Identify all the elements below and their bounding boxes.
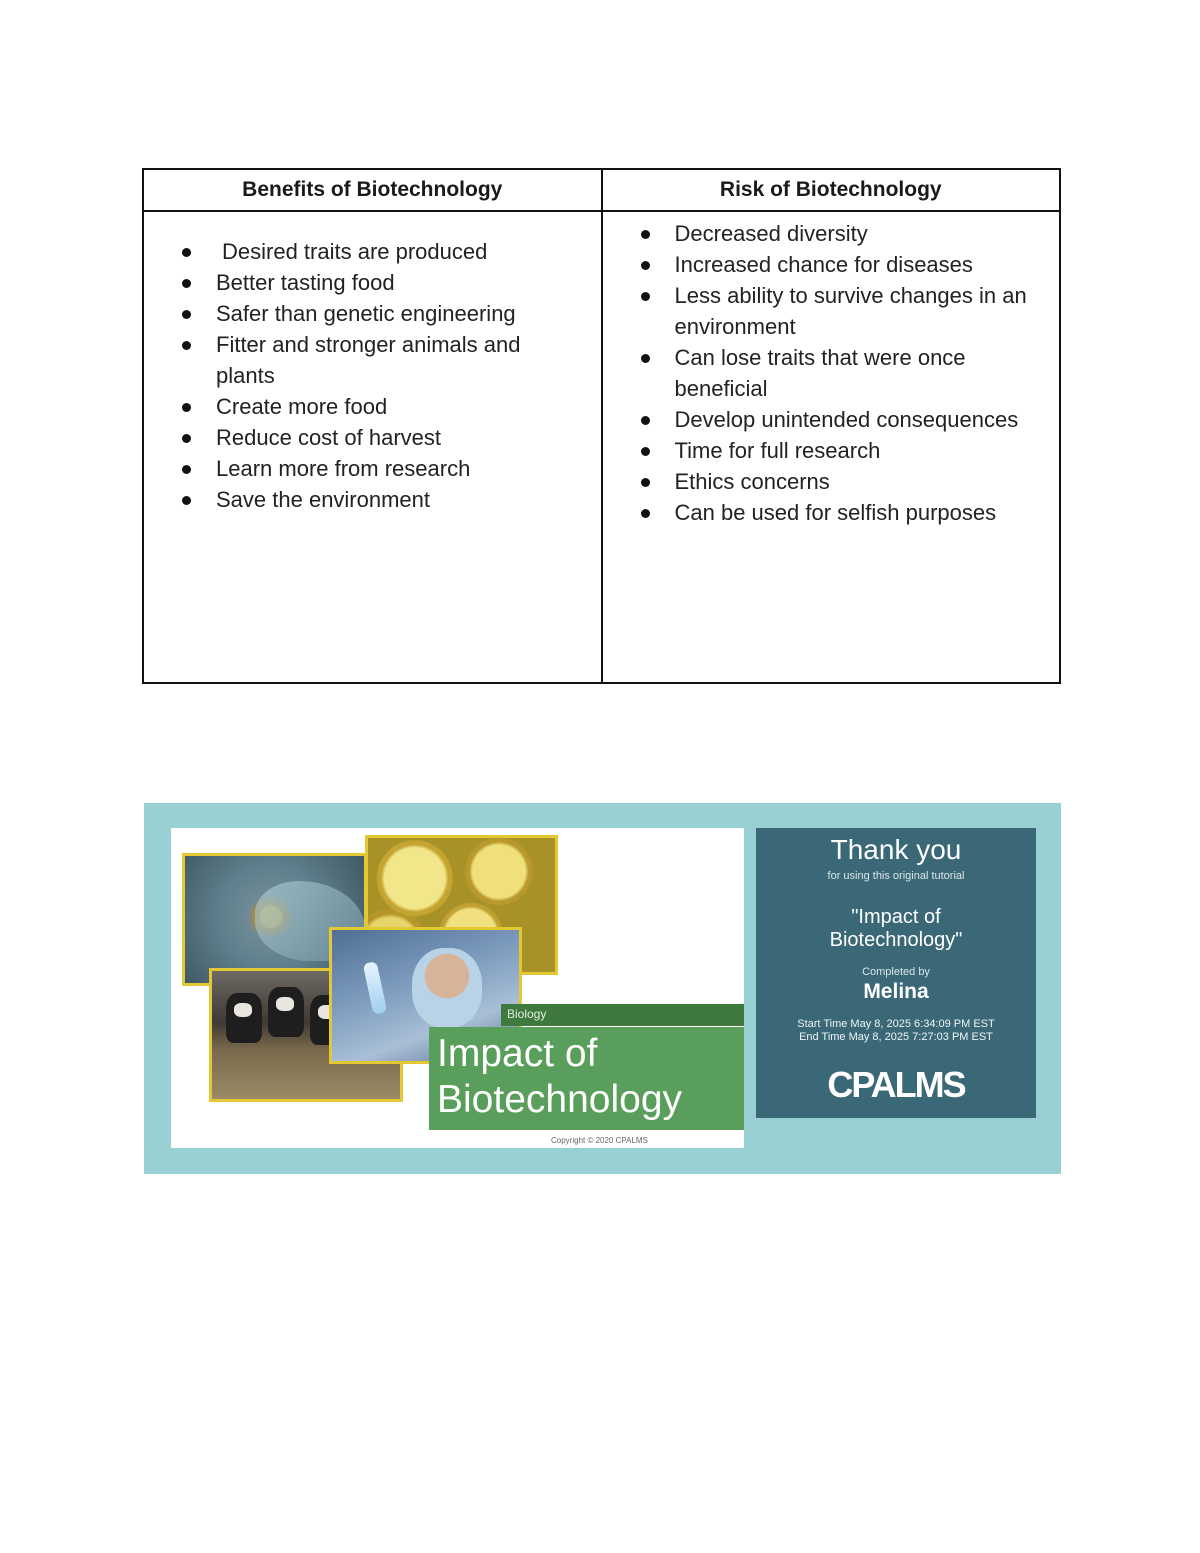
bullet-icon	[182, 434, 191, 443]
list-item: Less ability to survive changes in an environment	[675, 280, 1060, 342]
list-item: Decreased diversity	[675, 218, 1060, 249]
list-item: Better tasting food	[216, 267, 601, 298]
bullet-icon	[182, 403, 191, 412]
bullet-icon	[182, 279, 191, 288]
list-item: Increased chance for diseases	[675, 249, 1060, 280]
list-item: Desired traits are produced	[216, 236, 601, 267]
list-item: Can lose traits that were once beneficial	[675, 342, 1060, 404]
bullet-icon	[182, 310, 191, 319]
list-item: Ethics concerns	[675, 466, 1060, 497]
subject-bar	[501, 1004, 744, 1026]
bullet-icon	[182, 465, 191, 474]
list-item: Time for full research	[675, 435, 1060, 466]
bullet-icon	[182, 248, 191, 257]
list-item: Develop unintended consequences	[675, 404, 1060, 435]
risks-cell	[602, 211, 1061, 683]
student-name: Melina	[863, 980, 929, 1003]
bullet-icon	[182, 496, 191, 505]
tutorial-title: Impact of Biotechnology	[429, 1027, 744, 1130]
list-item: Learn more from research	[216, 453, 601, 484]
thank-you-panel	[756, 828, 1036, 1118]
bullet-icon	[641, 509, 650, 518]
list-item: Can be used for selfish purposes	[675, 497, 1060, 528]
benefits-header: Benefits of Biotechnology	[143, 169, 602, 211]
copyright-text: Copyright © 2020 CPALMS	[551, 1136, 648, 1145]
bullet-icon	[641, 354, 650, 363]
bullet-icon	[641, 292, 650, 301]
thank-you-subtitle: for using this original tutorial	[827, 870, 965, 882]
bullet-icon	[641, 416, 650, 425]
end-time: End Time May 8, 2025 7:27:03 PM EST	[799, 1031, 993, 1043]
list-item: Safer than genetic engineering	[216, 298, 601, 329]
benefits-list	[144, 236, 601, 515]
start-time: Start Time May 8, 2025 6:34:09 PM EST	[797, 1018, 995, 1030]
subject-label: Biology	[507, 1007, 547, 1021]
completed-by-label: Completed by	[862, 966, 930, 978]
risks-list	[603, 218, 1060, 528]
list-item: Create more food	[216, 391, 601, 422]
bullet-icon	[182, 341, 191, 350]
bullet-icon	[641, 261, 650, 270]
list-item: Save the environment	[216, 484, 601, 515]
bullet-icon	[641, 230, 650, 239]
thank-you-heading: Thank you	[830, 834, 962, 865]
list-item: Reduce cost of harvest	[216, 422, 601, 453]
tutorial-title-slide	[171, 828, 744, 1148]
bullet-icon	[641, 447, 650, 456]
tutorial-name: "Impact of Biotechnology"	[829, 906, 963, 951]
benefits-cell	[143, 211, 602, 683]
completion-certificate	[144, 803, 1061, 1174]
risks-header: Risk of Biotechnology	[602, 169, 1061, 211]
list-item: Fitter and stronger animals and plants	[216, 329, 601, 391]
biotechnology-table	[142, 168, 1061, 684]
cpalms-logo: CPALMS	[827, 1064, 965, 1105]
bullet-icon	[641, 478, 650, 487]
